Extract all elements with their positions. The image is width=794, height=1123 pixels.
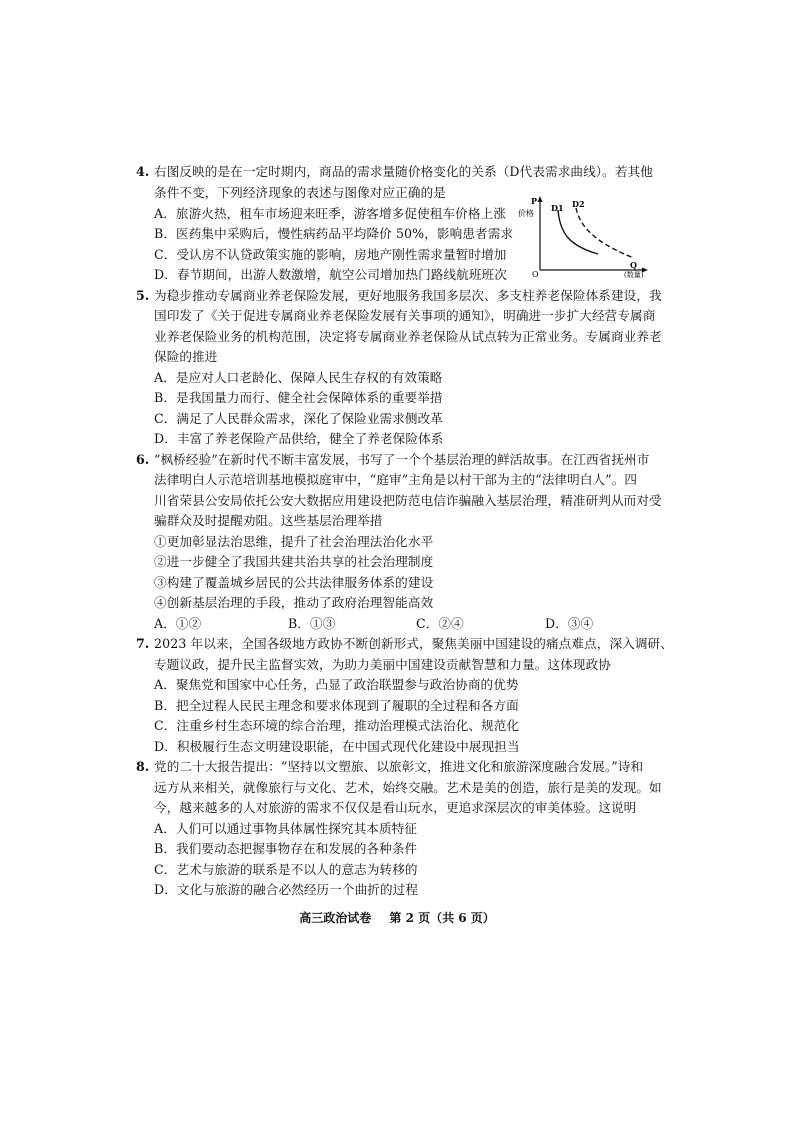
x-axis-name: (数量)	[624, 271, 644, 278]
option-c: C．满足了人民群众需求，深化了保险业需求侧改革	[154, 411, 443, 426]
y-axis-name: 价格	[518, 209, 534, 218]
question-text: 为稳步推动专属商业养老保险发展，更好地服务我国多层次、多支柱养老保险体系建设，我	[154, 288, 662, 303]
option-d: D．文化与旅游的融合必然经历一个曲折的过程	[154, 882, 419, 897]
option-d: D．积极履行生态文明建设职能，在中国式现代化建设中展现担当	[154, 739, 520, 754]
statement-3: ③构建了覆盖城乡居民的公共法律服务体系的建设	[154, 575, 434, 590]
question-number: 8.	[136, 759, 150, 774]
option-b: B．把全过程人民民主理念和要求体现到了履职的全过程和各方面	[154, 698, 519, 713]
demand-curve-graph	[518, 194, 654, 278]
question-text: 右图反映的是在一定时期内，商品的需求量随价格变化的关系（D代表需求曲线）。若其他	[154, 164, 653, 179]
y-axis-label: P	[531, 196, 538, 206]
curve-d2-label: D2	[572, 199, 585, 209]
curve-d1-label: D1	[551, 203, 564, 213]
choice-d: D．③④	[545, 616, 594, 631]
option-b: B．是我国量力而行、健全社会保障体系的重要举措	[154, 390, 443, 405]
question-text: 国印发了《关于促进专属商业养老保险发展有关事项的通知》，明确进一步扩大经营专属商	[154, 308, 656, 323]
question-text: 专题议政，提升民主监督实效，为助力美丽中国建设贡献智慧和力量。这体现政协	[154, 657, 611, 672]
question-text: 川省荣县公安局依托公安大数据应用建设把防范电信诈骗融入基层治理，精准研判从而对受	[154, 493, 662, 508]
option-a: A．是应对人口老龄化、保障人民生存权的有效策略	[154, 370, 443, 385]
choice-a: A．①②	[154, 616, 202, 631]
y-axis-arrow	[538, 196, 543, 202]
option-d: D．春节期间，出游人数激增，航空公司增加热门路线航班班次	[154, 267, 507, 282]
question-text: 骗群众及时提醒劝阻。这些基层治理举措	[154, 513, 383, 528]
option-b: B．我们要动态把握事物存在和发展的各种条件	[154, 841, 418, 856]
option-c: C．受认房不认贷政策实施的影响，房地产刚性需求量暂时增加	[154, 247, 507, 262]
question-text: 党的二十大报告提出：“坚持以文塑旅、以旅彰文，推进文化和旅游深度融合发展。”诗和	[154, 759, 644, 774]
question-text: 业养老保险业务的机构范围，决定将专属商业养老保险从试点转为正常业务。专属商业养老	[154, 329, 662, 344]
choice-b: B．①③	[288, 616, 336, 631]
question-text: “枫桥经验”在新时代不断丰富发展，书写了一个个基层治理的鲜活故事。在江西省抚州市	[154, 452, 650, 467]
option-c: C．注重乡村生态环境的综合治理，推动治理模式法治化、规范化	[154, 718, 520, 733]
curve-d2	[576, 208, 634, 258]
option-a: A．聚焦党和国家中心任务，凸显了政治联盟参与政治协商的优势	[154, 677, 519, 692]
statement-1: ①更加彰显法治思维，提升了社会治理法治化水平	[154, 534, 434, 549]
question-number: 6.	[136, 452, 150, 467]
question-text: 条件不变，下列经济现象的表述与图像对应正确的是	[154, 185, 446, 200]
option-a: A．旅游火热，租车市场迎来旺季，游客增多促使租车价格上涨	[154, 206, 506, 221]
option-a: A．人们可以通过事物具体属性探究其本质特征	[154, 821, 418, 836]
footer-subject: 高三政治试卷	[299, 911, 372, 925]
question-text: 今，越来越多的人对旅游的需求不仅仅是看山玩水，更追求深层次的审美体验。这说明	[154, 800, 637, 815]
page-footer	[0, 909, 794, 926]
statement-4: ④创新基层治理的手段，推动了政府治理智能高效	[154, 595, 434, 610]
question-number: 4.	[136, 164, 150, 179]
question-text: 法律明白人示范培训基地模拟庭审中，“庭审”主角是以村干部为主的“法律明白人”。四	[154, 472, 638, 487]
option-c: C．艺术与旅游的联系是不以人的意志为转移的	[154, 862, 418, 877]
choice-c: C．②④	[416, 616, 464, 631]
x-axis-label: Q	[630, 260, 637, 270]
option-b: B．医药集中采购后，慢性病药品平均降价 50%，影响患者需求	[154, 226, 514, 241]
origin-label: O	[532, 270, 539, 278]
question-text: 保险的推进	[154, 349, 218, 364]
option-d: D．丰富了养老保险产品供给，健全了养老保险体系	[154, 431, 444, 446]
footer-page-number: 第 2 页（共 6 页）	[389, 911, 495, 925]
statement-2: ②进一步健全了我国共建共治共享的社会治理制度	[154, 554, 434, 569]
question-text: 2023 年以来，全国各级地方政协不断创新形式，聚焦美丽中国建设的痛点难点，深入调研、	[154, 636, 673, 651]
question-number: 7.	[136, 636, 150, 651]
question-text: 远方从来相关，就像旅行与文化、艺术，始终交融。艺术是美的创造，旅行是美的发现。如	[154, 780, 662, 795]
question-number: 5.	[136, 288, 150, 303]
